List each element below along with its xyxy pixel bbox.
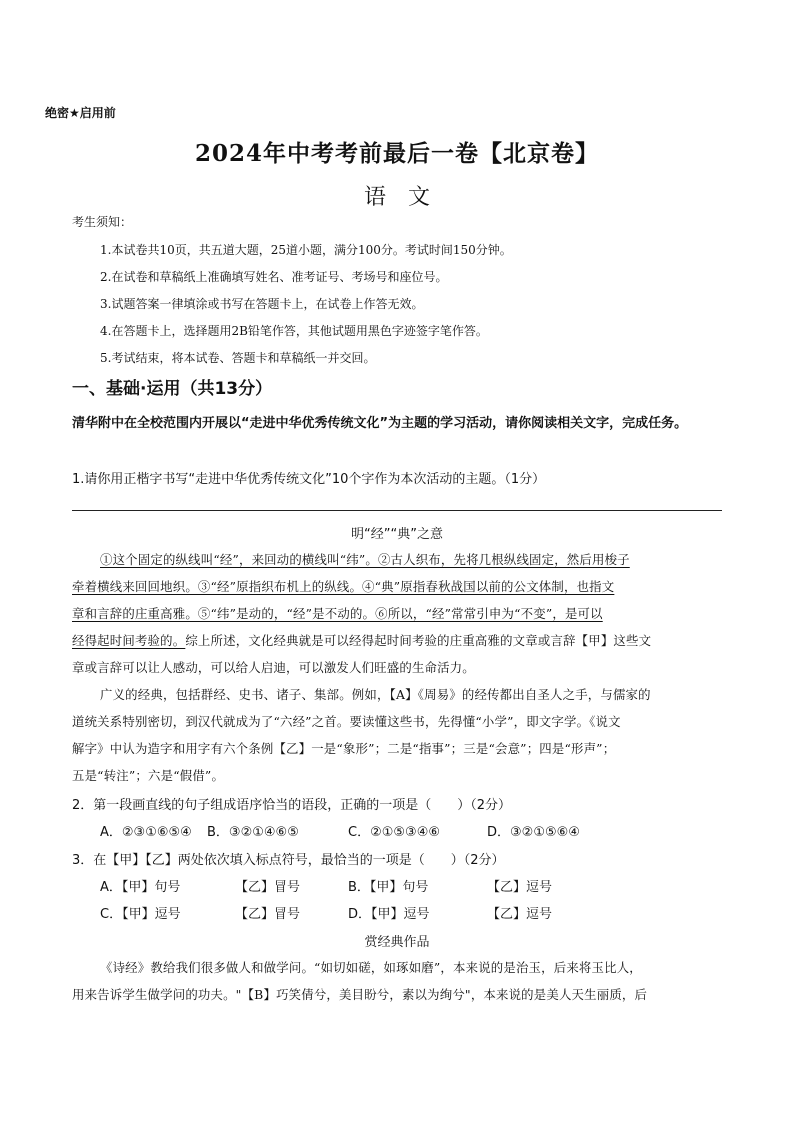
passage-line: ①这个固定的纵线叫“经”，来回动的横线叫“纬”。②古人织布，先将几根纵线固定，然后用梭子	[100, 552, 630, 567]
passage-line	[72, 631, 651, 649]
q2-option-a: A．②③①⑥⑤④	[100, 825, 192, 840]
notice-item: 2.在试卷和草稿纸上准确填写姓名、准考证号、考场号和座位号。	[100, 270, 448, 284]
q3-option-c-2: 【乙】冒号	[235, 907, 301, 922]
passage-line: 章和言辞的庄重高雅。⑤“纬”是动的，“经”是不动的。⑥所以，“经”常常引申为“不变”，是可以	[72, 606, 603, 621]
confidential-label: 绝密★启用前	[45, 106, 116, 120]
passage-line: 牵着横线来回回地织。③“经”原指织布机上的纵线。④“典”原指春秋战国以前的公文体制，也指文	[72, 579, 615, 594]
notice-item: 4.在答题卡上，选择题用2B铅笔作答，其他试题用黑色字迹签字笔作答。	[100, 324, 488, 338]
notice-item: 1.本试卷共10页，共五道大题，25道小题，满分100分。考试时间150分钟。	[100, 243, 512, 257]
underlined-sentence: 经得起时间考验的。	[72, 633, 186, 648]
subject-title: 语文	[363, 185, 452, 210]
q3-option-a: A．【甲】句号	[100, 880, 181, 895]
section-heading: 一、基础·运用（共13分）	[72, 379, 273, 399]
passage-line: 广义的经典，包括群经、史书、诸子、集部。例如，【A】《周易》的经传都出自圣人之手，与儒家的	[100, 687, 651, 702]
notice-item: 5.考试结束，将本试卷、答题卡和草稿纸一并交回。	[100, 351, 376, 365]
passage2-line: 《诗经》教给我们很多做人和做学问。“如切如磋，如琢如磨”，本来说的是治玉，后来将玉比人，	[100, 960, 642, 975]
q2-option-d: D．③②①⑤⑥④	[487, 825, 580, 840]
passage-line: 道统关系特别密切，到汉代就成为了“六经”之首。要读懂这些书，先得懂“小学”，即文字学。《说文	[72, 714, 621, 729]
passage-title: 明“经”“典”之意	[351, 527, 443, 542]
q2-option-c: C．②①⑤③④⑥	[348, 825, 441, 840]
q3-option-d-2: 【乙】逗号	[487, 907, 553, 922]
q3-option-c: C．【甲】逗号	[100, 907, 181, 922]
q3-option-b: B．【甲】句号	[348, 880, 429, 895]
passage-line: 五是“转注”；六是“假借”。	[72, 768, 225, 783]
q2-option-b: B．③②①④⑥⑤	[207, 825, 299, 840]
exam-title: 2024年中考考前最后一卷【北京卷】	[194, 140, 599, 167]
sentence-rest: 综上所述，文化经典就是可以经得起时间考验的庄重高雅的文章或言辞【甲】这些文	[185, 633, 652, 648]
passage-line: 解字》中认为造字和用字有六个条例【乙】一是“象形”；二是“指事”；三是“会意”；四是“形声”；	[72, 741, 616, 756]
q3-option-d: D．【甲】逗号	[348, 907, 430, 922]
q3-option-b-2: 【乙】逗号	[487, 880, 553, 895]
notice-heading: 考生须知：	[72, 215, 133, 229]
question-1: 1.请你用正楷字书写“走进中华优秀传统文化”10个字作为本次活动的主题。（1分）	[72, 472, 546, 487]
passage2-line: 用来告诉学生做学问的功夫。"【B】巧笑倩兮，美目盼兮，素以为绚兮"，本来说的是美人天生丽质，后	[72, 987, 648, 1002]
passage2-title: 赏经典作品	[364, 935, 430, 950]
question-3-stem: 3．在【甲】【乙】两处依次填入标点符号，最恰当的一项是（ ）（2分）	[72, 853, 505, 868]
passage-line: 章或言辞可以让人感动，可以给人启迪，可以激发人们旺盛的生命活力。	[72, 660, 475, 675]
notice-item: 3.试题答案一律填涂或书写在答题卡上，在试卷上作答无效。	[100, 297, 424, 311]
answer-line	[72, 510, 722, 511]
section-intro: 清华附中在全校范围内开展以“走进中华优秀传统文化”为主题的学习活动，请你阅读相关文字，完成任务。	[72, 416, 688, 431]
q3-option-a-2: 【乙】冒号	[235, 880, 301, 895]
question-2-stem: 2．第一段画直线的句子组成语序恰当的语段，正确的一项是（ ）（2分）	[72, 798, 512, 813]
